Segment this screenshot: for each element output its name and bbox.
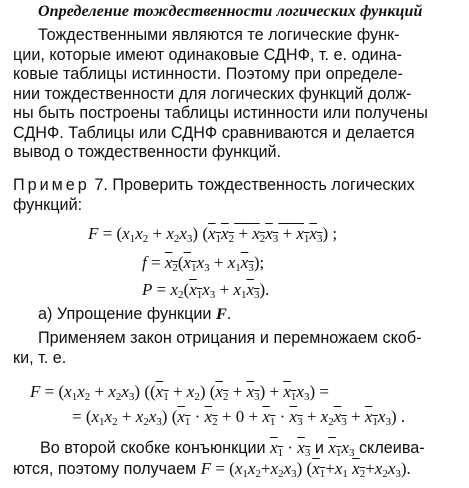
law-line: ки, т. е. <box>13 348 67 367</box>
conclusion-line-1: Во второй скобке конъюнкции $x_1 \cdot x_3$ и $x_1x_3$ склеива- <box>40 438 425 459</box>
formula-f: $f = x_2(x_1x_3 + x_1x_3)$; <box>142 253 265 274</box>
formula-P: $P = x_2(x_1x_3 + x_1x_3)$. <box>142 280 270 301</box>
derivation-line-2: = $(x_1x_2 + x_2x_3) (x_1 \cdot x_2 + 0 + x_1 \cdot x_3 + x_2x_3 + x_1x_3)$ . <box>72 407 406 428</box>
example-text: Проверить тождественность логических <box>112 176 415 194</box>
formula-F: $F = (x_1x_2 + x_2x_3) (x_1x_2 + x_2x_3 + x_1x_3)$ ; <box>88 224 338 245</box>
law-line: Применяем закон отрицания и перемножаем скоб- <box>38 329 422 347</box>
section-heading: Определение тождественности логических функций <box>38 3 423 20</box>
intro-line: ковые таблицы истинности. Поэтому при определе- <box>13 65 403 83</box>
step-a-symbol: F <box>215 305 227 323</box>
conclusion-line-2: ются, поэтому получаем $F = (x_1x_2+x_2x_3)$ ($x_1+x_1$ $x_2+x_2x_3$). <box>13 459 411 480</box>
example-number: 7. <box>94 176 108 194</box>
example-label: Пример <box>13 176 90 194</box>
derivation-line-1: $F = (x_1x_2 + x_2x_3) ((x_1 + x_2) (x_2 + x_3) + x_1x_3)$ = <box>30 382 329 403</box>
step-a-line <box>13 305 463 325</box>
step-a-text: а) Упрощение функции <box>38 305 212 323</box>
example-text-cont: функций: <box>13 195 83 214</box>
intro-line: СДНФ. Таблицы или СДНФ сравниваются и делается <box>13 123 415 142</box>
step-a-suffix: . <box>226 305 232 323</box>
intro-line: ны быть построены таблицы истинности или получены <box>13 104 428 122</box>
intro-line: ции, которые имеют одинаковые СДНФ, т. е. одина- <box>13 45 402 64</box>
example-paragraph <box>13 176 463 215</box>
law-paragraph <box>13 329 463 368</box>
intro-line: вывод о тождественности функций. <box>13 143 282 161</box>
intro-line: Тождественными являются те логические функ- <box>38 26 400 44</box>
example-line <box>13 176 463 196</box>
intro-line: нии тождественности для логических функций долж- <box>13 84 412 103</box>
intro-paragraph <box>13 26 463 163</box>
